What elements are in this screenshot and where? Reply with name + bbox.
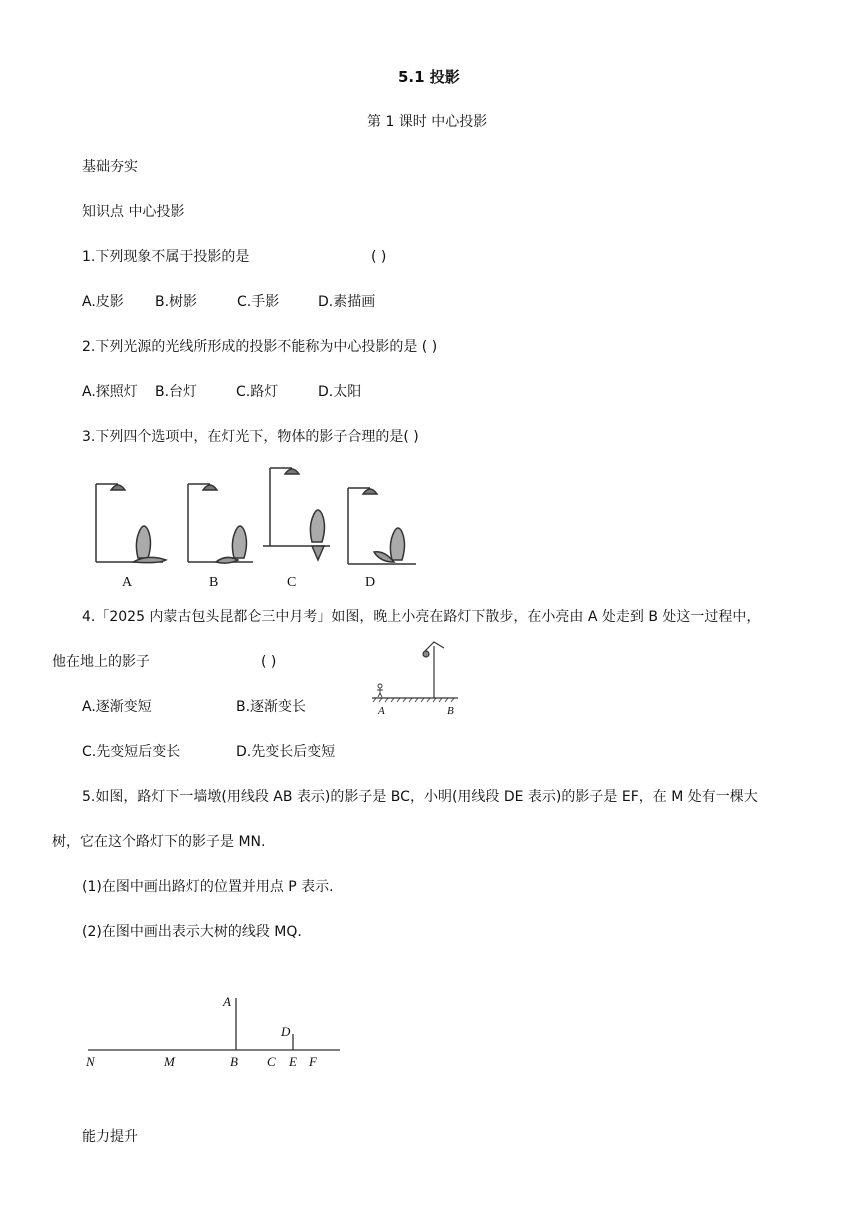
q4-option-d: D.先变长后变短 [236, 744, 336, 760]
q2-stem: 2.下列光源的光线所形成的投影不能称为中心投影的是 ( ) [82, 339, 438, 355]
q4-answer-paren: ( ) [261, 654, 277, 670]
q2-option-d: D.太阳 [318, 384, 362, 400]
q4-option-b: B.逐渐变长 [236, 699, 307, 715]
q3-stem: 3.下列四个选项中，在灯光下，物体的影子合理的是( ) [82, 429, 419, 445]
q5-label-d: D [281, 1024, 291, 1039]
q4-stem-line1: 4.「2025 内蒙古包头昆都仑三中月考」如图，晚上小亮在路灯下散步，在小亮由 A 处走到 B 处这一过程中， [82, 609, 761, 625]
q5-stem-line1: 5.如图，路灯下一墙墩(用线段 AB 表示)的影子是 BC，小明(用线段 DE 表示)的影子是 EF，在 M 处有一棵大 [82, 789, 758, 805]
q3-figure-label-b: B [209, 575, 219, 590]
q3-figure-c-lamp-icon [263, 468, 330, 560]
q5-part1: (1)在图中画出路灯的位置并用点 P 表示. [82, 879, 334, 895]
q3-figure [78, 462, 428, 590]
q3-figure-label-a: A [122, 575, 133, 590]
q4-stem-line2: 他在地上的影子 [52, 654, 150, 670]
q4-figure [368, 634, 464, 718]
q1-answer-paren: ( ) [371, 249, 387, 265]
section-basic: 基础夯实 [82, 159, 138, 175]
q5-label-f: F [309, 1054, 317, 1069]
q5-label-c: C [267, 1054, 276, 1069]
q4-figure-label-a: A [378, 705, 385, 717]
page-title: 5.1 投影 [398, 68, 460, 86]
q5-stem-line2: 树，它在这个路灯下的影子是 MN. [52, 834, 266, 850]
q4-option-c: C.先变短后变长 [82, 744, 181, 760]
section-knowledge-point: 知识点 中心投影 [82, 204, 185, 220]
q3-figure-b-lamp-icon [188, 484, 253, 563]
q5-label-m: M [164, 1054, 175, 1069]
q3-figure-d-lamp-icon [348, 488, 416, 564]
q1-option-d: D.素描画 [318, 294, 376, 310]
q5-label-n: N [86, 1054, 95, 1069]
q1-stem: 1.下列现象不属于投影的是 [82, 249, 250, 265]
q3-figure-label-d: D [365, 575, 376, 590]
q1-option-b: B.树影 [155, 294, 198, 310]
q4-option-a: A.逐渐变短 [82, 699, 152, 715]
q2-option-a: A.探照灯 [82, 384, 138, 400]
q4-person-icon [377, 684, 383, 697]
q5-figure [80, 990, 350, 1072]
section-advanced: 能力提升 [82, 1129, 138, 1145]
q2-option-c: C.路灯 [236, 384, 279, 400]
q2-option-b: B.台灯 [155, 384, 198, 400]
q3-figure-a-lamp-icon [96, 484, 166, 563]
q4-figure-label-b: B [447, 705, 454, 717]
q5-part2: (2)在图中画出表示大树的线段 MQ. [82, 924, 302, 940]
page-subtitle: 第 1 课时 中心投影 [367, 114, 488, 130]
q5-label-a: A [223, 994, 231, 1009]
q5-label-b: B [230, 1054, 238, 1069]
q3-figure-label-c: C [287, 575, 297, 590]
q1-option-a: A.皮影 [82, 294, 124, 310]
q1-option-c: C.手影 [237, 294, 280, 310]
q5-label-e: E [289, 1054, 297, 1069]
